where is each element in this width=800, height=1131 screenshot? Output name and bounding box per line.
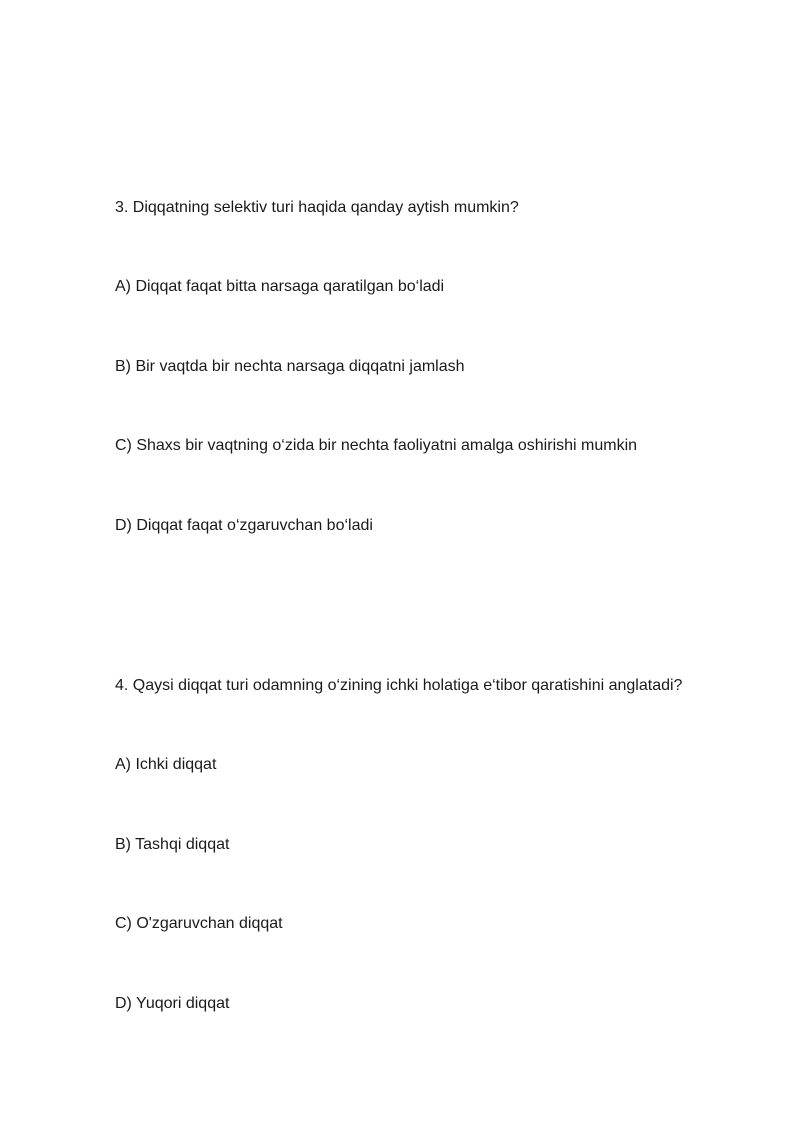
question-4-option-a: A) Ichki diqqat <box>115 756 217 773</box>
question-4-text: 4. Qaysi diqqat turi odamning o‘zining ichki holatiga e‘tibor qaratishini anglatadi? <box>115 677 683 694</box>
question-3-option-a: A) Diqqat faqat bitta narsaga qaratilgan bo‘ladi <box>115 278 445 295</box>
question-3-text: 3. Diqqatning selektiv turi haqida qanday aytish mumkin? <box>115 199 519 216</box>
question-4-option-c: C) O'zgaruvchan diqqat <box>115 915 283 932</box>
question-4-option-d: D) Yuqori diqqat <box>115 995 230 1012</box>
question-3-option-d: D) Diqqat faqat o‘zgaruvchan bo‘ladi <box>115 517 373 534</box>
question-3-option-b: B) Bir vaqtda bir nechta narsaga diqqatni jamlash <box>115 358 465 375</box>
question-4-option-b: B) Tashqi diqqat <box>115 836 230 853</box>
question-3-option-c: C) Shaxs bir vaqtning o‘zida bir nechta faoliyatni amalga oshirishi mumkin <box>115 437 638 454</box>
